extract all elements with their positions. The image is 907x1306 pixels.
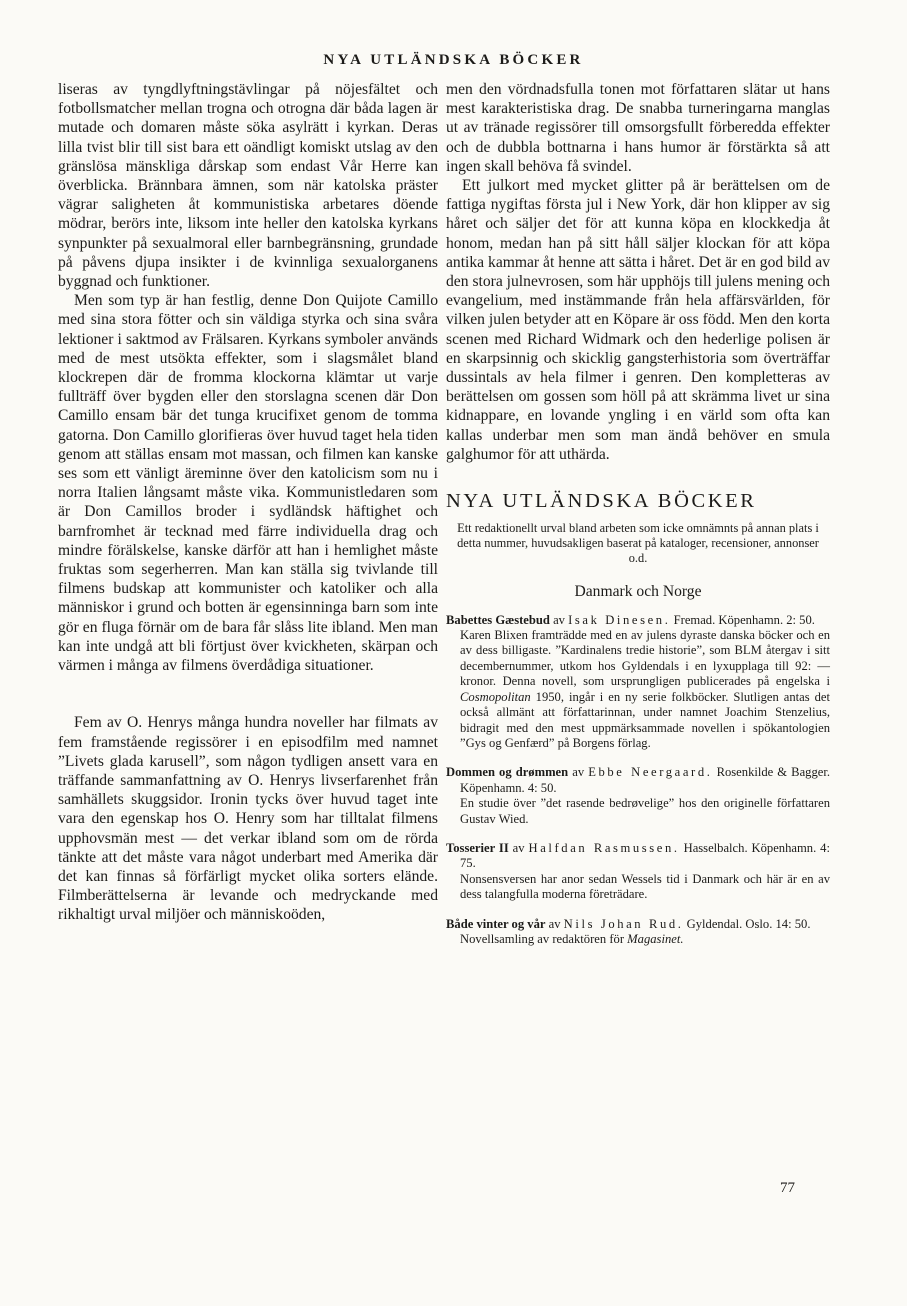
region-heading: Danmark och Norge xyxy=(574,582,702,600)
book-title: Babettes Gæstebud xyxy=(446,612,550,627)
book-entry xyxy=(446,765,830,827)
book-entry xyxy=(446,917,830,948)
book-list xyxy=(446,613,830,948)
section-title: NYA UTLÄNDSKA BÖCKER xyxy=(446,490,757,513)
running-head: NYA UTLÄNDSKA BÖCKER xyxy=(323,52,584,68)
book-description: Karen Blixen framträdde med en av julens dyraste danska böcker och en av dess billigaste. ”Kardinalens tredie historie”, som BLM återgav i sitt decembernummer, utkom hos Gyldendals i en lyxupplaga till 92: — kronor. Denna novell, som ursprungligen publicerades på engelska i Cosmopolitan 1950, ingår i en ny serie folkböcker. Slutligen antas det också allmänt att författarinnan, under namnet Joachim Stenzelius, bidragit med den mest uppmärksammade novellen i spökantologien ”Gys og Genfærd” på Borgens förlag. xyxy=(460,628,831,750)
book-author: Halfdan Rasmussen. xyxy=(528,840,680,855)
book-publisher: Hasselbalch. Köpenhamn. 4: 75. xyxy=(460,840,830,871)
book-description: Novellsamling av redaktören för Magasinet. xyxy=(460,931,684,946)
book-publisher: Gyldendal. Oslo. 14: 50. xyxy=(686,916,811,931)
right-column xyxy=(446,80,830,947)
book-by: av xyxy=(553,612,565,627)
page-number: 77 xyxy=(780,1180,795,1196)
body-paragraph: Men som typ är han festlig, denne Don Quijote Camillo med sina stora fötter och sin väldiga styrka och sina svåra lektioner i saktmod av Frälsaren. Kyrkans symboler används med de mest utsökta effekter, som i slagsmålet bland klockrepen där de fromma klockorna klämtar ut varje fullträff över bygden eller den storslagna scenen där Don Camillo ensam bär det tunga krucifixet genom de tomma gatorna. Don Camillo glorifieras över huvud taget hela tiden genom att ställas ensam mot massan, och filmen kan kanske ses som ett vänligt äreminne över den katolicism som nu i norra Italien långsamt måste vika. Kommunistledaren som är Don Camillos broder i sydländsk häftighet och barnfromhet är tecknad med färre individuella drag och mindre förälskelse, kanske därför att han i hemlighet måste fruktas som segerherren. Man kan ställa sig tvivlande till filmens budskap att kommunister och katoliker och alla människor i grund och botten är egensinninga barn som inte gör en fluga förnär om de bara får slåss lite ibland. Men man kan inte undgå att bli förtjust över kvickheten, skärpan och värmen i många av filmens överdådiga situationer. xyxy=(58,292,438,675)
book-title: Dommen og drømmen xyxy=(446,765,569,780)
book-entry xyxy=(446,613,830,752)
book-title: Både vinter og vår xyxy=(446,916,546,931)
book-author: Isak Dinesen. xyxy=(568,612,671,627)
book-description: Nonsensversen har anor sedan Wessels tid i Danmark och här är en av dess talangfulla moderna företrädare. xyxy=(460,871,830,902)
book-title: Tosserier II xyxy=(446,840,509,855)
book-entry xyxy=(446,841,830,903)
book-publisher: Rosenkilde & Bagger. Köpenhamn. 4: 50. xyxy=(460,765,830,795)
body-paragraph: liseras av tyngdlyftningstävlingar på nöjesfältet och fotbollsmatcher mellan trogna och otrogna där båda lagen är mutade och domaren måste söka asylrätt i kyrkan. Deras lilla tvist blir till sist bara ett oändligt komiskt utslag av den gränslösa mänskliga dårskap som endast Vår Herre kan överblicka. Brännbara ämnen, som när katolska präster vägrar saligheten åt kommunistiska arbetares döende mödrar, berörs inte, liksom inte heller den katolska kyrkans synpunkter på sexualmoral eller barnbegränsning, grundade på påvens djupa insikter i de kvinnliga sexualorganens byggnad och funktioner. xyxy=(58,81,438,291)
body-paragraph: men den vördnadsfulla tonen mot författaren slätar ut hans mest karakteristiska drag. De snabba turneringarna manglas ut av tränade regissörer till omsorgsfullt förberedda effekter och de dubbla bottnarna i hans humor är förstärkta så att ingen skall behöva få svindel. xyxy=(446,81,830,175)
body-paragraph: Ett julkort med mycket glitter på är berättelsen om de fattiga nygiftas första jul i New York, där hon klipper av sig håret och säljer det för att kunna köpa en klockkedja åt honom, medan han på sitt håll säljer klockan för att köpa antika kammar åt henne att sätta i håret. Det är en god bild av den stora julnevrosen, som här upphöjs till julens mening och evangelium, med instämmande från hela affärsvärlden, för vilken julen betyder att en Köpare är oss född. Men den korta scenen med Richard Widmark och den hederlige polisen är en skarpsinnig och skicklig gangsterhistoria som överträffar dussintals av hela filmer i genren. Den kompletteras av berättelsen om gossen som höll på att skrämma livet ur sina kidnappare, en lovande yngling i en värld som ofta kan kallas underbar men som man ändå behöver en smula galghumor för att uthärda. xyxy=(446,177,830,463)
book-by: av xyxy=(512,840,525,855)
section-intro: Ett redaktionellt urval bland arbeten som icke omnämnts på annan plats i detta nummer, huvudsakligen baserat på kataloger, recensioner, annonser o.d. xyxy=(457,521,819,566)
book-by: av xyxy=(572,765,585,780)
book-by: av xyxy=(548,916,561,931)
book-publisher: Fremad. Köpenhamn. 2: 50. xyxy=(673,612,815,627)
body-paragraph: Fem av O. Henrys många hundra noveller har filmats av fem framstående regissörer i en episodfilm med namnet ”Livets glada karusell”, som någon tydligen ansett vara en träffande sammanfattning av O. Henrys livserfarenhet från samhällets skuggsidor. Ironin tycks över huvud taget inte vara den egenskap hos O. Henry som har tilltalat filmens upphovsmän mest — det verkar ibland som om de rörda tänkte att det måste vara något underbart med Amerika där det kan finnas så förfärligt mycket olika sorters elände. Filmberättelserna är levande och medryckande med rikhaltigt urval miljöer och människoöden, xyxy=(58,714,438,924)
book-author: Nils Johan Rud. xyxy=(563,916,684,931)
book-author: Ebbe Neergaard. xyxy=(588,765,713,780)
book-description: En studie över ”det rasende bedrøvelige” hos den originelle författaren Gustav Wied. xyxy=(460,796,830,826)
left-column xyxy=(58,80,438,925)
